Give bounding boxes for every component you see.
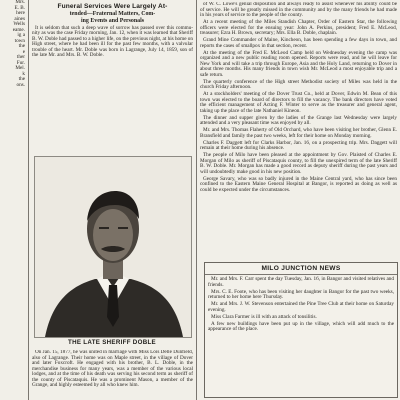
- junction-paragraph: Mr. and Mrs. J. W. Stevenson entertained the Pine Tree Club at their home on Saturday evening.: [208, 301, 394, 313]
- milo-junction-news-box: [204, 262, 398, 398]
- funeral-paragraph: It is seldom that such a deep wave of sorrow has passed over this commu- nity as was the case Friday morning, Jan. 12, when it was learned that Sheriff B. W. Doble had passed to a higher life, on the previous night, at his home on High street, where he had been ill for the past few months, with a valvular trouble of the heart. Mr. Doble was born in Lagrange, July 14, 1859, son of the late Mr. and Mrs. B. W. Doble.: [32, 24, 193, 59]
- news-paragraph: Mr. and Mrs. Thomas Flaherty of Old Orchard, who have been visiting her brother, Glenn E. Bransfield and family the past two weeks, left for their home on Monday morning.: [200, 127, 397, 139]
- fragment-line: ther: [16, 54, 25, 60]
- fragment-lines: [0, 0, 27, 88]
- news-paragraph: Grand Mine Commander of Maine, Kincheon, has been spending a few days in town, and reports the cases of smallpox in that section, recent.: [200, 37, 397, 49]
- column-rule-center: [196, 0, 197, 400]
- left-fragment-column: [0, 0, 27, 120]
- news-paragraph: At the meeting of the Fred E. McLeod Camp held on Wednesday evening the camp was organized and a new public reading room opened. Reports were read, and he will leave for New York and will take a trip through Europe, Asia and the Holy Land, returning to Dover in about three months. His many friends in town wish Mr. McLeod a most enjoyable trip and a safe return.: [200, 49, 397, 78]
- news-paragraph: George Savary, who was so badly injured in the Maine Central yard, who has since been confined to the Eastern Maine General Hospital at Bangor, is reported as doing as well as could be expected under the circumstances.: [200, 175, 397, 193]
- junction-paragraph: A few new buildings have been put up in the village, which will add much to the appearance of the place.: [208, 320, 394, 332]
- fragment-line: Fur.: [16, 59, 25, 66]
- junction-paragraph: Mr. and Mrs. F. Carr spent the day Tuesday, Jan. 16, in Bangor and visited relatives and friends.: [208, 276, 394, 288]
- fragment-line: here: [16, 10, 25, 16]
- news-paragraph: Charles F. Daggett left for Clarks Harbor, Jan. 16, on a prospecting trip. Mrs. Daggett will remain at their home during his absence.: [200, 139, 397, 151]
- fragment-line: ig a: [17, 32, 25, 38]
- fragment-line: Mel.: [15, 65, 25, 71]
- news-paragraph: of W. C. Lowe's genial disposition and always ready to assist whenever his ability could be of service. He will be greatly missed in the community and by the many friends he had made in his years of service to the people of the county.: [200, 2, 397, 18]
- fragment-line: k: [22, 70, 25, 77]
- column-rule-left: [28, 0, 29, 400]
- fragment-line: eame.: [12, 26, 25, 33]
- junction-paragraph: Miss Clara Farmer is ill with an attack of tonsilitis.: [211, 313, 317, 320]
- fragment-line: aines: [14, 15, 25, 22]
- sheriff-portrait: [34, 156, 192, 338]
- junction-paragraph: Mrs. C. E. Foote, who has been visiting her daughter in Bangor for the past two weeks, returned to her home here Thursday.: [208, 288, 394, 300]
- biography-paragraph: On Jan. 15, 1877, he was united in marriage with Miss Lois Delle Dunfield, also of Lagrange. Their home was on Maple street, in the village of Dover and later Foxcroft. He engaged with his brother, B. L. Doble, in the merchandise business for many years, was a member of the various local lodges, and at the time of his death was serving his second term as sheriff of the county of Piscataquis. He was a prominent Mason, a member of the Grange, and highly esteemed by all who knew him.: [32, 350, 193, 388]
- news-paragraph: The dinner and supper given by the ladies of the Grange last Wednesday were largely attended and a very pleasant time was enjoyed by all.: [200, 114, 397, 126]
- junction-rule: [205, 274, 397, 275]
- portrait-illustration: [35, 157, 191, 337]
- news-paragraph: The quarterly conference of the High street Methodist society of Miles was held in the church Friday afternoon.: [200, 78, 397, 90]
- news-paragraph: At a stockholders' meeting of the Dover Trust Co., held at Dover, Edwin M. Bean of this town was elected to the board of directors to fill the vacancy. The bank directors have voted the efficient management of Acting F. Winter to serve as the treasurer and general agent, taking up the place of the late Nathaniel Kineon.: [200, 91, 397, 114]
- fragment-line: Mrs.: [15, 0, 25, 5]
- fragment-line: the: [18, 43, 25, 49]
- fragment-line: ons.: [16, 81, 25, 88]
- fragment-line: E. B.: [14, 4, 25, 11]
- news-paragraph: The people of Milo have been pleased at the appointment by Gov. Plaisted of Charles E. Morgan of Milo as sheriff of Piscataquis county, to fill the unexpired term of the late Sheriff B. W. Doble. Mr. Morgan has made a good record as deputy sheriff during the past years and will undoubtedly make good in his new position.: [200, 152, 397, 175]
- junction-items: [205, 277, 397, 333]
- fragment-line: Wells: [13, 21, 25, 27]
- fragment-line: e: [22, 48, 25, 55]
- fragment-line: the: [18, 76, 25, 82]
- fragment-line: town: [14, 37, 25, 44]
- junction-headline: MILO JUNCTION NEWS: [261, 265, 341, 272]
- article-deck: tended—Fraternal Matters, Com- ing Events and Personals: [69, 11, 156, 24]
- portrait-caption: THE LATE SHERIFF DOBLE: [68, 339, 156, 346]
- news-paragraph: At a recent meeting of the Miles Standish Chapter, Order of Eastern Star, the following officers were elected for the ensuing year: John A. Perkins, president; Fred E. McLeod, treasurer; Ezra H. Brown, secretary; Mrs. Ella B. Doble, chaplain.: [200, 19, 397, 36]
- biography-column: [32, 350, 193, 400]
- right-news-column: [200, 2, 397, 260]
- news-items: [200, 2, 397, 193]
- article-headline: Funeral Services Were Largely At-: [57, 3, 168, 10]
- funeral-article: [32, 2, 193, 160]
